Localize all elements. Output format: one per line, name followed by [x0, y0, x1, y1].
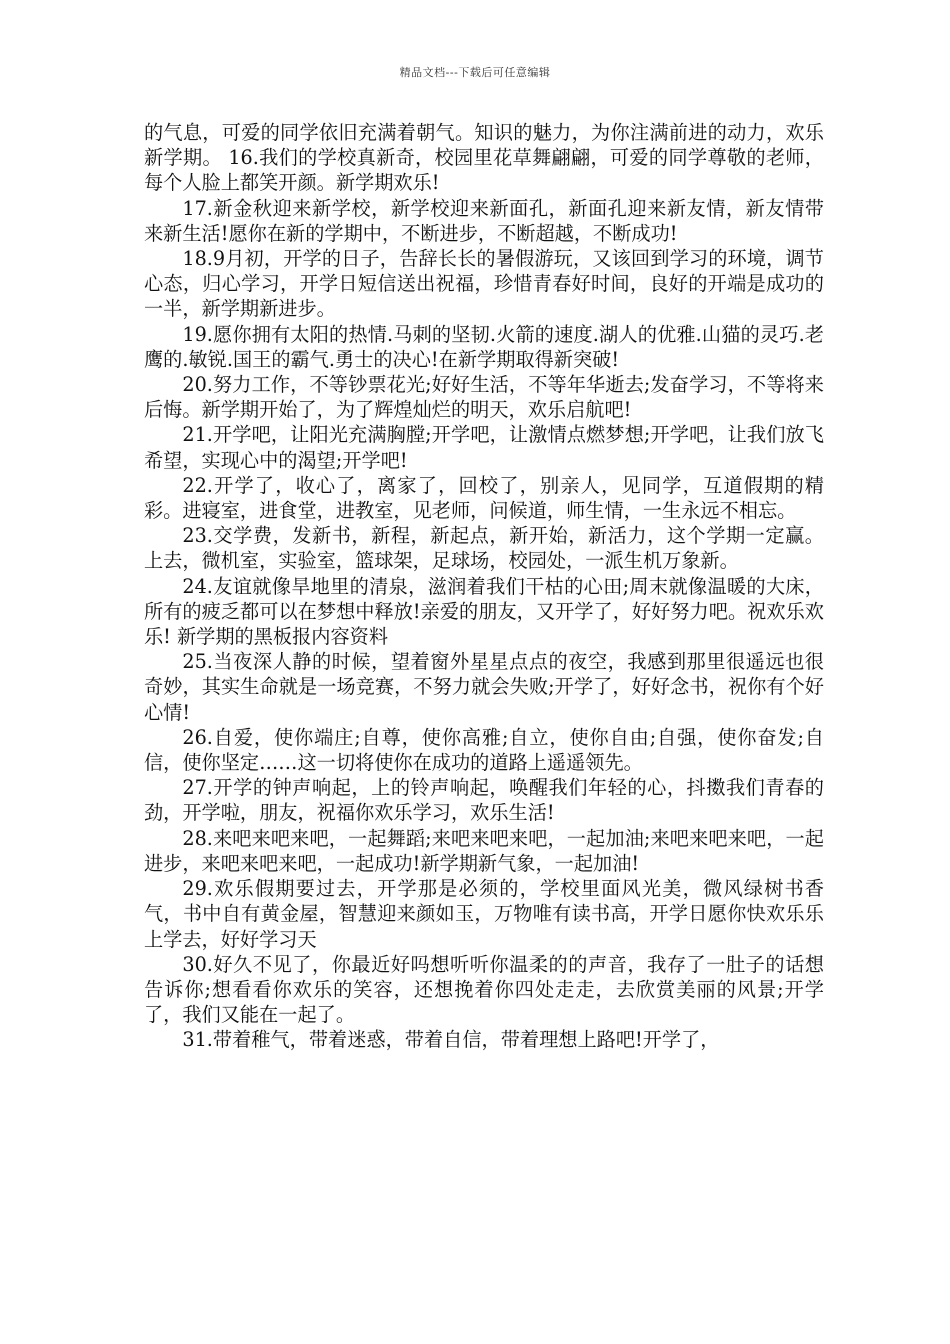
- document-body: [144, 120, 824, 1053]
- paragraph: 31.带着稚气，带着迷惑，带着自信，带着理想上路吧!开学了，: [182, 1028, 720, 1052]
- paragraph: 28.来吧来吧来吧，一起舞蹈;来吧来吧来吧，一起加油;来吧来吧来吧，一起进步，来吧来吧来吧，一起成功!新学期新气象，一起加油!: [144, 826, 824, 875]
- paragraph: 25.当夜深人静的时候，望着窗外星星点点的夜空，我感到那里很遥远也很奇妙，其实生命就是一场竞赛，不努力就会失败;开学了，好好念书，祝你有个好心情!: [144, 650, 824, 724]
- paragraph: 29.欢乐假期要过去，开学那是必须的，学校里面风光美，微风绿树书香气，书中自有黄金屋，智慧迎来颜如玉，万物唯有读书高，开学日愿你快欢乐乐上学去，好好学习天: [144, 877, 824, 951]
- paragraph: 21.开学吧，让阳光充满胸膛;开学吧，让激情点燃梦想;开学吧，让我们放飞希望，实现心中的渴望;开学吧!: [144, 423, 824, 472]
- paragraph: 22.开学了，收心了，离家了，回校了，别亲人，见同学，互道假期的精彩。进寝室，进食堂，进教室，见老师，问候道，师生情，一生永远不相忘。: [144, 473, 824, 523]
- paragraph: 的气息，可爱的同学依旧充满着朝气。知识的魅力，为你注满前进的动力，欢乐新学期。 16.我们的学校真新奇，校园里花草舞翩翩，可爱的同学尊敬的老师，每个人脸上都笑开颜。新学期欢乐!: [144, 121, 824, 195]
- paragraph: 26.自爱，使你端庄;自尊，使你高雅;自立，使你自由;自强，使你奋发;自信，使你坚定……这一切将使你在成功的道路上遥遥领先。: [144, 725, 824, 775]
- paragraph: 30.好久不见了，你最近好吗想听听你温柔的的声音，我存了一肚子的话想告诉你;想看看你欢乐的笑容，还想挽着你四处走走，去欣赏美丽的风景;开学了，我们又能在一起了。: [144, 952, 824, 1027]
- paragraph: 24.友谊就像旱地里的清泉，滋润着我们干枯的心田;周末就像温暖的大床，所有的疲乏都可以在梦想中释放!亲爱的朋友，又开学了，好好努力吧。祝欢乐欢乐! 新学期的黑板报内容资料: [144, 574, 824, 649]
- paragraph: 19.愿你拥有太阳的热情.马刺的坚韧.火箭的速度.湖人的优雅.山猫的灵巧.老鹰的.敏锐.国王的霸气.勇士的决心!在新学期取得新突破!: [144, 322, 824, 371]
- page-header-watermark: 精品文档---下载后可任意编辑: [399, 66, 551, 79]
- paragraph: 17.新金秋迎来新学校，新学校迎来新面孔，新面孔迎来新友情，新友情带来新生活!愿你在新的学期中，不断进步，不断超越，不断成功!: [144, 196, 824, 245]
- paragraph: 20.努力工作，不等钞票花光;好好生活，不等年华逝去;发奋学习，不等将来后悔。新学期开始了，为了辉煌灿烂的明天，欢乐启航吧!: [144, 373, 824, 422]
- paragraph: 18.9月初，开学的日子，告辞长长的暑假游玩，又该回到学习的环境，调节心态，归心学习，开学日短信送出祝福，珍惜青春好时间，良好的开端是成功的一半，新学期新进步。: [144, 247, 824, 321]
- paragraph: 23.交学费，发新书，新程，新起点，新开始，新活力，这个学期一定赢。上去，微机室，实验室，篮球架，足球场，校园处，一派生机万象新。: [144, 524, 824, 573]
- paragraph: 27.开学的钟声响起，上的铃声响起，唤醒我们年轻的心，抖擞我们青春的劲，开学啦，朋友，祝福你欢乐学习，欢乐生活!: [144, 776, 824, 825]
